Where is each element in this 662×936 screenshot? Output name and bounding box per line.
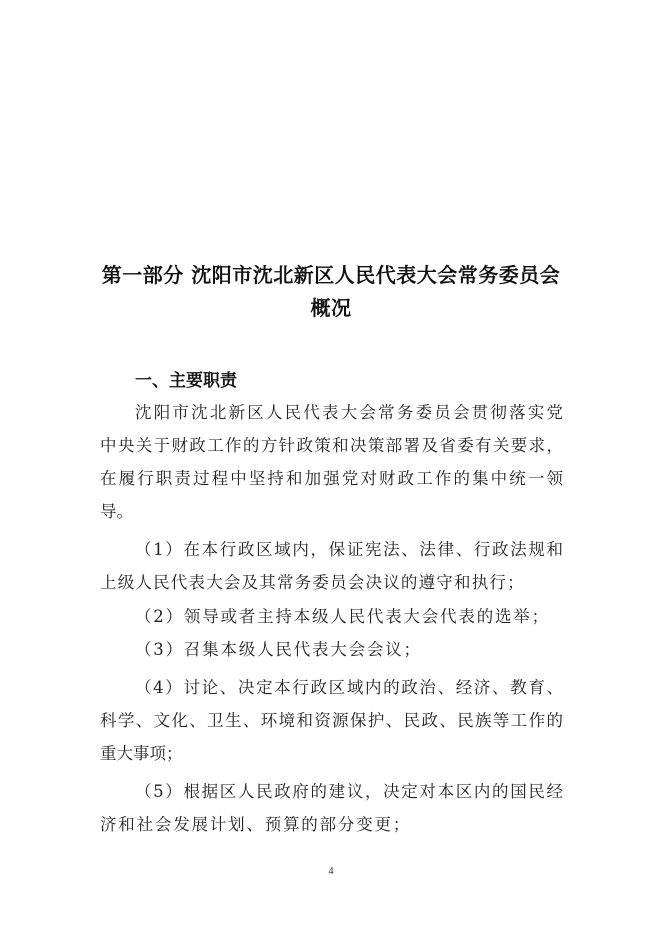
item-5-line-1: （5）根据区人民政府的建议，决定对本区内的国民经 xyxy=(135,782,563,801)
item-1-line-2: 上级人民代表大会及其常务委员会决议的遵守和执行； xyxy=(100,573,525,592)
page-title-line-2: 概况 xyxy=(310,296,352,320)
intro-line-3: 在履行职责过程中坚持和加强党对财政工作的集中统一领 xyxy=(100,469,563,488)
item-4-line-1: （4）讨论、决定本行政区域内的政治、经济、教育、 xyxy=(135,678,563,697)
page-title-line-1: 第一部分 沈阳市沈北新区人民代表大会常务委员会 xyxy=(101,263,561,287)
section-heading: 一、主要职责 xyxy=(135,371,237,391)
item-1-line-1: （1）在本行政区域内，保证宪法、法律、行政法规和 xyxy=(135,540,563,559)
intro-line-1: 沈阳市沈北新区人民代表大会常务委员会贯彻落实党 xyxy=(135,403,563,422)
item-5-line-2: 济和社会发展计划、预算的部分变更； xyxy=(100,815,412,834)
intro-line-2: 中央关于财政工作的方针政策和决策部署及省委有关要求， xyxy=(100,436,563,455)
item-2-line-1: （2）领导或者主持本级人民代表大会代表的选举； xyxy=(135,607,550,626)
intro-line-4: 导。 xyxy=(100,502,133,521)
page-number: 4 xyxy=(328,866,334,877)
item-4-line-3: 重大事项； xyxy=(100,744,183,763)
item-4-line-2: 科学、文化、卫生、环境和资源保护、民政、民族等工作的 xyxy=(100,711,563,730)
item-3-line-1: （3）召集本级人民代表大会会议； xyxy=(135,640,422,659)
